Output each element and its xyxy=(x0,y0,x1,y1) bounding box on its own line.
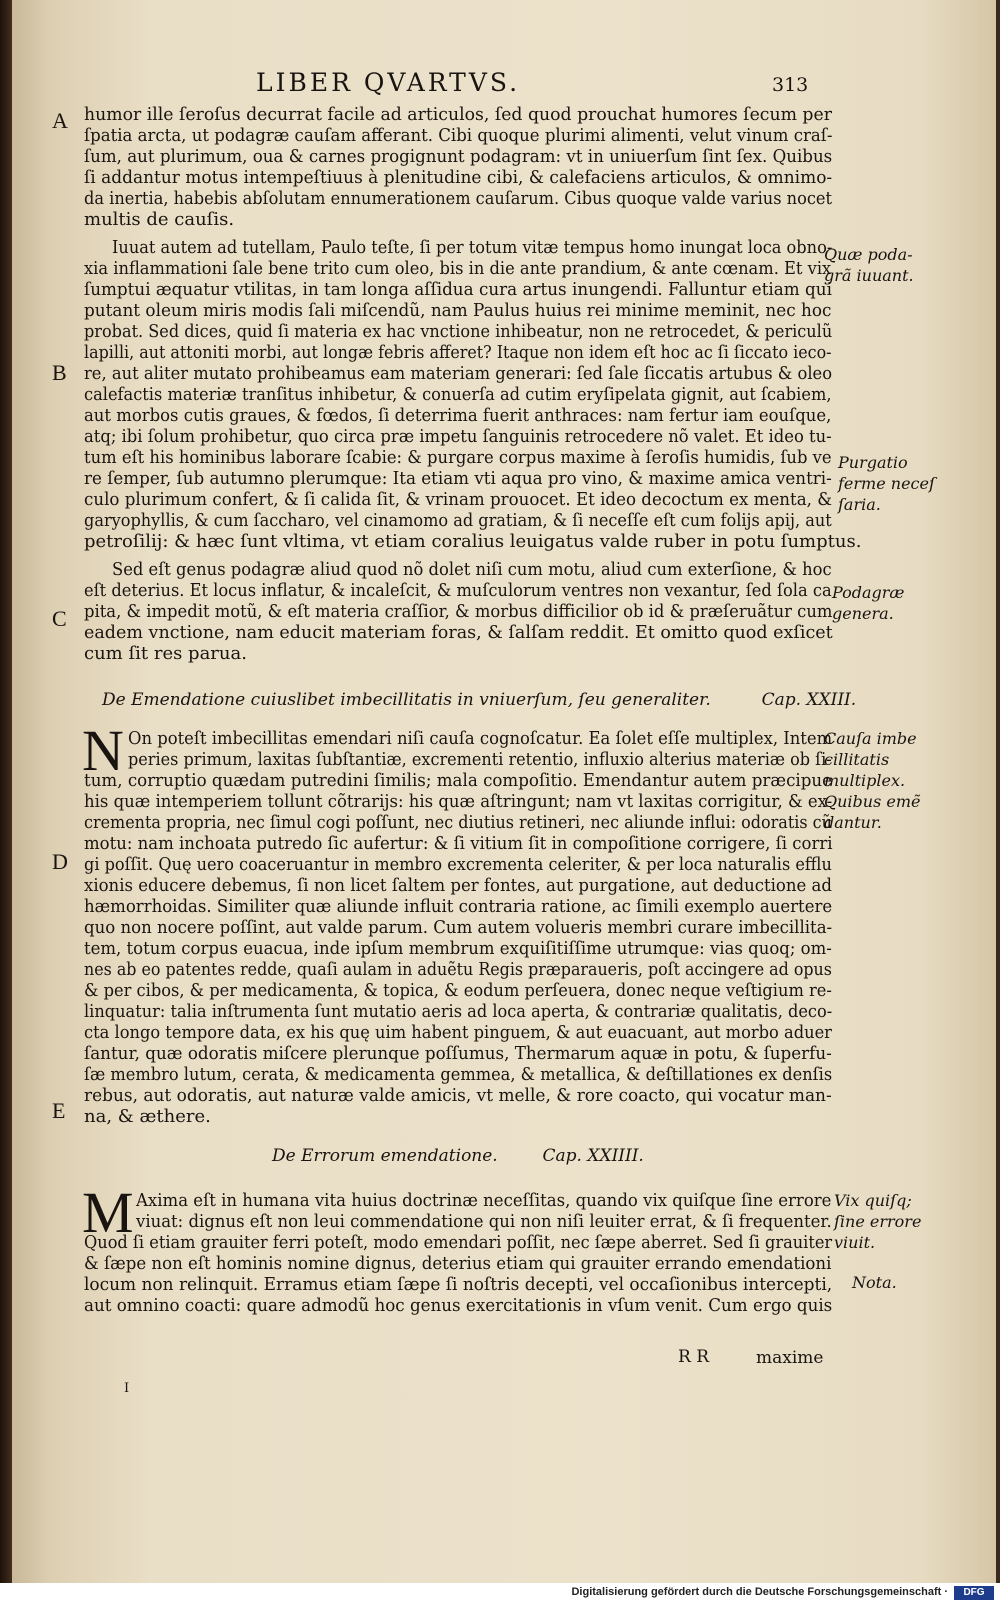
drop-cap-n: N xyxy=(82,718,124,783)
text-line: ſantur, quæ odoratis miſcere plerunque poſſumus, Thermarum aquæ in potu, & ſuperfu- xyxy=(84,1043,832,1064)
catchword: maxime xyxy=(756,1348,824,1368)
margin-note-line: Podagræ xyxy=(832,583,905,602)
chapter-24-title: De Errorum emendatione. xyxy=(272,1146,498,1166)
attribution-text: Digitalisierung gefördert durch die Deutsche Forschungsgemeinschaft · xyxy=(571,1586,948,1598)
margin-note-line: ſine errore xyxy=(834,1212,922,1231)
text-line: tum eſt his hominibus laborare ſcabie: & purgare corpus maxime à ſeroſis humidis, ſub ve xyxy=(84,447,832,468)
text-line: aut morbos cutis graues, & fœdos, ſi deterrima fuerit anthraces: nam fertur iam eouſque, xyxy=(84,405,832,426)
margin-note-line: Purgatio xyxy=(838,453,908,472)
text-line: viuat: dignus eſt non leui commendatione qui non niſi leuiter errat, & ſi frequenter. xyxy=(136,1211,832,1232)
margin-note-line: viuit. xyxy=(834,1233,876,1252)
margin-note-line: Vix quiſq; xyxy=(834,1191,912,1210)
text-line: linquatur: talia inſtrumenta ſunt mutatio aeris ad loca aperta, & contrariæ qualitatis, deco- xyxy=(84,1001,833,1022)
text-line: eſt deterius. Et locus inflatur, & incaleſcit, & muſculorum ventres non vexantur, ſed ſola ca xyxy=(84,580,832,601)
chapter-23-heading xyxy=(102,689,856,711)
text-line: lapilli, aut attoniti morbi, aut longæ febris afferet? Itaque non idem eſt hoc ac ſi ſiccato ieco- xyxy=(84,342,832,363)
margin-note xyxy=(824,244,994,286)
text-line: re ſemper, ſub autumno plerumque: Ita etiam vti aqua pro vino, & maxime amica ventri- xyxy=(84,468,832,489)
chapter-23-title: De Emendatione cuiuslibet imbecillitatis in vniuerſum, ſeu generaliter. xyxy=(102,690,711,710)
text-line: On poteſt imbecillitas emendari niſi cauſa cognoſcatur. Ea ſolet eſſe multiplex, Intem xyxy=(128,728,833,749)
text-line: Quod ſi etiam grauiter ferri poteſt, modo emendari poſſit, nec ſæpe aberret. Sed ſi grauiter xyxy=(84,1232,833,1253)
text-line: garyophyllis, & cum ſaccharo, vel cinamomo ad gratiam, & ſi neceſſe eſt cum folijs apij, aut xyxy=(84,510,832,531)
text-line: multis de cauſis. xyxy=(84,209,235,230)
side-letter-b: B xyxy=(52,360,67,385)
signature-mark: R R xyxy=(678,1347,710,1367)
margin-note xyxy=(832,582,1000,624)
text-line: peries primum, laxitas ſubſtantiæ, excrementi retentio, influxio alterius materiæ ob ſi- xyxy=(128,749,832,770)
margin-note-line: ſaria. xyxy=(838,495,881,514)
margin-note xyxy=(824,728,994,833)
text-line: culo plurimum confert, & ſi calida ſit, & vrinam prouocet. Et ideo decoctum ex menta, & xyxy=(84,489,833,510)
margin-note-line: genera. xyxy=(832,604,894,623)
text-line: calefactis materiæ tranſitus inhibetur, & conuerſa ad cutim eryſipelata gignit, aut ſcabiem, xyxy=(84,384,832,405)
text-line: & ſæpe non eſt hominis nomine dignus, deterius etiam qui grauiter errando emendationi xyxy=(84,1253,832,1274)
text-line: ſumptui æquatur vtilitas, in tam longa aſſidua cura artus inungendi. Falluntur etiam qui xyxy=(84,279,832,300)
text-line: humor ille ſeroſus decurrat facile ad articulos, ſed quod prouchat humores ſecum per xyxy=(84,104,832,125)
digitization-footer xyxy=(0,1583,1000,1603)
text-line: cum ſit res parua. xyxy=(84,643,247,664)
text-line: Sed eſt genus podagræ aliud quod nõ dolet niſi cum motu, aliud cum exterſione, & hoc xyxy=(112,559,832,580)
text-line: hæmorrhoidas. Similiter quæ aliunde influit contraria ratione, ac ſimili exemplo auertere xyxy=(84,896,833,917)
margin-note-line: Cauſa imbe xyxy=(824,729,917,748)
margin-note xyxy=(852,1272,1000,1293)
text-line: xia inflammationi ſale bene trito cum oleo, bis in die ante prandium, & ante cœnam. Et vix xyxy=(84,258,832,279)
margin-note-line: Nota. xyxy=(852,1273,897,1292)
text-line: nes ab eo patentes redde, quaſi aulam in aduẽtu Regis præparaueris, poſt accingere ad opus xyxy=(84,959,832,980)
text-line: ſi addantur motus intempeſtiuus à plenitudine cibi, & calefaciens articulos, & omnimo- xyxy=(84,167,833,188)
text-line: petroſilij: & hæc ſunt vltima, vt etiam coralius leuigatus valde ruber in potu ſumptus. xyxy=(84,531,862,552)
text-line: tum, corruptio quædam putredini ſimilis; mala compoſitio. Emendantur autem præcipue xyxy=(84,770,833,791)
margin-note-line: grã iuuant. xyxy=(824,266,914,285)
chapter-23-number: Cap. XXIII. xyxy=(761,690,857,710)
margin-note xyxy=(834,1190,1000,1253)
margin-note-line: dantur. xyxy=(824,813,882,832)
margin-note-line: multiplex. xyxy=(824,771,906,790)
text-line: gi poſſit. Quę uero coaceruantur in membro excrementa celeriter, & per loca naturalis efflu xyxy=(84,854,832,875)
chapter-24-number: Cap. XXIIII. xyxy=(542,1146,644,1166)
text-line: na, & æthere. xyxy=(84,1106,211,1127)
text-line: locum non relinquit. Erramus etiam ſæpe ſi noſtris decepti, vel occaſionibus intercepti, xyxy=(84,1274,833,1295)
margin-note-line: Quibus emẽ xyxy=(824,792,921,811)
margin-note xyxy=(838,452,1000,515)
text-line: his quæ intemperiem tollunt cõtrarijs: his quæ aſtringunt; nam vt laxitas corrigitur, & ex- xyxy=(84,791,833,812)
drop-cap-m: M xyxy=(82,1180,134,1245)
text-line: & per cibos, & per medicamenta, & topica, & eodum perſeuera, donec neque veſtigium re- xyxy=(84,980,832,1001)
side-letter-c: C xyxy=(52,606,67,631)
text-line: atq; ibi ſolum prohibetur, quo circa præ impetu ſanguinis retrocedere nõ valet. Et ideo tu- xyxy=(84,426,832,447)
margin-note-line: ferme neceſ xyxy=(838,474,935,493)
text-line: aut omnino coacti: quare admodũ hoc genus exercitationis in vſum venit. Cum ergo quis xyxy=(84,1295,833,1316)
text-line: tem, totum corpus euacua, inde ipſum membrum exquiſitiſſime utrumque: vias quoq; om- xyxy=(84,938,832,959)
side-letter-e: E xyxy=(52,1098,66,1123)
side-letter-a: A xyxy=(52,108,68,133)
text-line: da inertia, habebis abſolutam ennumerationem cauſarum. Cibus quoque valde varius nocet xyxy=(84,188,832,209)
text-line: probat. Sed dices, quid ſi materia ex hac vnctione inhibeatur, non ne retrocedet, & periculũ xyxy=(84,321,833,342)
text-line: ſum, aut plurimum, oua & carnes progignunt podagram: vt in uniuerſum ſint ſex. Quibus xyxy=(84,146,833,167)
text-line: cta longo tempore data, ex his quę uim habent pinguem, & aut euacuant, aut morbo aduer xyxy=(84,1022,832,1043)
page-number: 313 xyxy=(772,74,809,96)
text-line: crementa propria, nec ſimul cogi poſſunt, nec diutius retineri, nec aliunde influi: odoratis cũ xyxy=(84,812,832,833)
text-line: xionis educere debemus, ſi non licet ſaltem per fontes, aut purgatione, aut deductione ad xyxy=(84,875,832,896)
text-line: ſæ membro lutum, cerata, & medicamenta gemmea, & metallica, & deſtillationes ex denſis xyxy=(84,1064,833,1085)
text-line: quo non nocere poſſint, aut valde parum. Cum autem volueris membri curare imbecillita- xyxy=(84,917,833,938)
text-line: Axima eſt in humana vita huius doctrinæ neceſſitas, quando vix quiſque ſine errore xyxy=(136,1190,832,1211)
dfg-logo: DFG xyxy=(954,1586,994,1600)
chapter-24-heading xyxy=(272,1145,644,1167)
running-head: LIBER QVARTVS. xyxy=(256,68,521,97)
text-line: Iuuat autem ad tutellam, Paulo teſte, ſi per totum vitæ tempus homo inungat loca obno- xyxy=(112,237,833,258)
text-line: re, aut aliter mutato prohibeamus eam materiam generari: ſed ſale ſiccatis artubus & oleo xyxy=(84,363,833,384)
text-line: pita, & impedit motũ, & eſt materia craſſior, & morbus difficilior ob id & præſeruãtur cum xyxy=(84,601,833,622)
text-line: rebus, aut odoratis, aut naturæ valde amicis, vt melle, & rore coacto, qui vocatur man- xyxy=(84,1085,832,1106)
text-line: eadem vnctione, nam educit materiam foras, & ſalſam reddit. Et omitto quod exſicet xyxy=(84,622,833,643)
side-letter-d: D xyxy=(52,849,68,874)
bottom-mark: I xyxy=(124,1381,130,1396)
text-line: motu: nam inchoata putredo ſic aufertur: & ſi vitium ſit in compoſitione corrigere, ſi corri xyxy=(84,833,833,854)
text-line: ſpatia arcta, ut podagræ cauſam afferant. Cibi quoque plurimi alimenti, velut vinum craſ- xyxy=(84,125,833,146)
margin-note-line: Quæ poda- xyxy=(824,245,913,264)
text-line: putant oleum miris modis ſali miſcendũ, nam Paulus huius rei minime meminit, nec hoc xyxy=(84,300,832,321)
margin-note-line: cillitatis xyxy=(824,750,890,769)
